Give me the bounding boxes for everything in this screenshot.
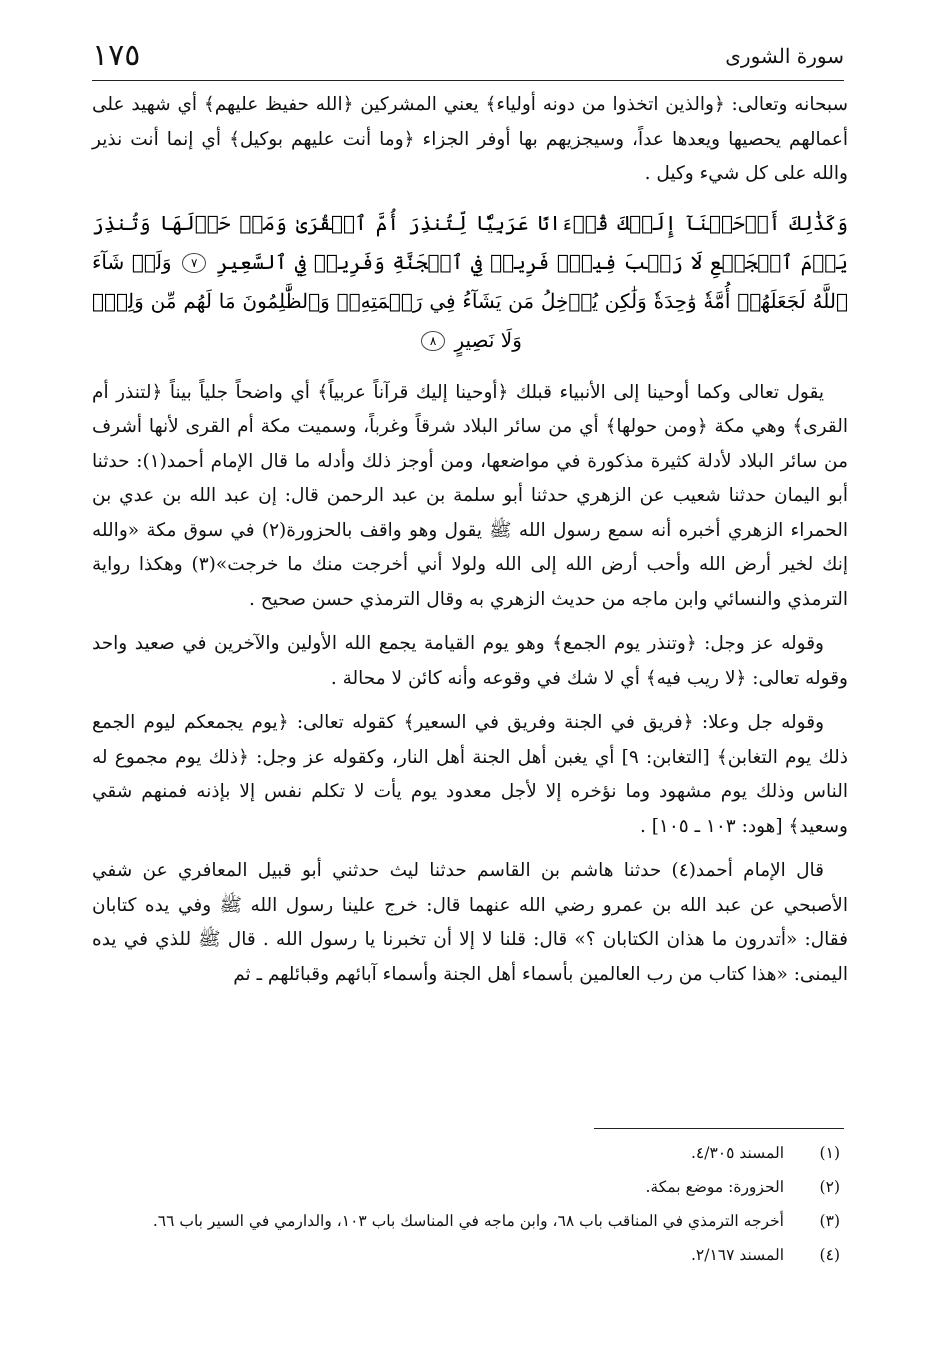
footnote-number: (١) [819,1144,840,1162]
verse-number-7: ٧ [182,253,206,273]
opening-paragraph: سبحانه وتعالى: ﴿والذين اتخذوا من دونه أولياء﴾ يعني المشركين ﴿الله حفيظ عليهم﴾ أي شهيد على أعمالهم يحصيها ويعدها عداً، وسيجزيهم بها أوفر الجزاء ﴿وما أنت عليهم بوكيل﴾ أي إنما أنت نذير والله على كل شيء وكيل . [92,94,848,184]
footnote-text: المسند ٢/١٦٧. [690,1246,784,1264]
surah-title: سورة الشورى [725,44,844,68]
footnote [92,1138,848,1168]
footnote-text: المسند ٤/٣٠٥. [690,1144,784,1162]
footnote [92,1172,848,1202]
tafsir-paragraph: يقول تعالى وكما أوحينا إلى الأنبياء قبلك ﴿أوحينا إليك قرآناً عربياً﴾ أي واضحاً جلياً بيناً ﴿لتنذر أم القرى﴾ وهي مكة ﴿ومن حولها﴾ أي من سائر البلاد شرقاً وغرباً، وسميت مكة أم القرى لأنها أشرف من سائر البلاد لأدلة كثيرة مذكورة في مواضعها، ومن أوجز ذلك وأدله ما قال الإمام أحمد(١): حدثنا أبو اليمان حدثنا شعيب عن الزهري حدثنا أبو سلمة بن عبد الرحمن قال: إن عبد الله بن عدي بن الحمراء الزهري أخبره أنه سمع رسول الله ﷺ يقول وهو واقف بالحزورة(٢) في سوق مكة «والله إنك لخير أرض الله وأحب أرض الله إلى الله ولولا أني أخرجت منك ما خرجت»(٣) وهكذا رواية الترمذي والنسائي وابن ماجه من حديث الزهري به وقال الترمذي حسن صحيح . [92,381,848,610]
page-number: ١٧٥ [92,38,141,73]
tafsir-paragraph: وقوله عز وجل: ﴿وتنذر يوم الجمع﴾ وهو يوم القيامة يجمع الله الأولين والآخرين في صعيد واحد وقوله تعالى: ﴿لا ريب فيه﴾ أي لا شك في وقوعه وأنه كائن لا محالة . [92,633,848,689]
tafsir-paragraph: قال الإمام أحمد(٤) حدثنا هاشم بن القاسم حدثنا ليث حدثني أبو قبيل المعافري عن شفي الأصبحي عن عبد الله بن عمرو رضي الله عنهما قال: خرج علينا رسول الله ﷺ وفي يده كتابان فقال: «أتدرون ما هذان الكتابان ؟» قال: قلنا لا إلا أن تخبرنا يا رسول الله . قال ﷺ للذي في يده اليمنى: «هذا كتاب من رب العالمين بأسماء أهل الجنة وأسماء آبائهم وقبائلهم ـ ثم [92,860,848,985]
main-text [92,88,848,1002]
verse-text-7: وَكَذَٰلِكَ أَوۡحَيۡنَآ إِلَيۡكَ قُرۡءَانًا عَرَبِيّٗا لِّتُنذِرَ أُمَّ ٱلۡقُرَىٰ وَمَنۡ حَوۡلَهَا وَتُنذِرَ يَوۡمَ ٱلۡجَمۡعِ لَا رَيۡبَ فِيهِۚ فَرِيقٞ فِي ٱلۡجَنَّةِ وَفَرِيقٞ فِي ٱلسَّعِيرِ [92,210,849,274]
verse-text-8: وَلَوۡ شَآءَ ٱللَّهُ لَجَعَلَهُمۡ أُمَّةٗ وَٰحِدَةٗ وَلَٰكِن يُدۡخِلُ مَن يَشَآءُ فِي رَحۡمَتِهِۦۚ وَٱلظَّٰلِمُونَ مَا لَهُم مِّن وَلِيّٖ وَلَا نَصِيرٍ [92,249,848,352]
footnote-number: (٣) [819,1212,840,1230]
footnote-number: (٢) [819,1178,840,1196]
footnote-text: أخرجه الترمذي في المناقب باب ٦٨، وابن ماجه في المناسك باب ١٠٣، والدارمي في السير باب ٦٦. [152,1212,784,1230]
verse-number-8: ٨ [421,331,445,351]
footnote [92,1206,848,1236]
footnote [92,1240,848,1270]
footnote-divider [594,1128,844,1129]
tafsir-paragraph: وقوله جل وعلا: ﴿فريق في الجنة وفريق في السعير﴾ كقوله تعالى: ﴿يوم يجمعكم ليوم الجمع ذلك يوم التغابن﴾ [التغابن: ٩] أي يغبن أهل الجنة أهل النار، وكقوله عز وجل: ﴿ذلك يوم مجموع له الناس وذلك يوم مشهود وما نؤخره إلا لأجل معدود يوم يأت لا تكلم نفس إلا بإذنه فمنهم شقي وسعيد﴾ [هود: ١٠٣ ـ ١٠٥] . [92,712,848,837]
page-header [92,34,844,81]
quran-verse-block [92,204,848,360]
footnote-number: (٤) [819,1246,840,1264]
footnote-text: الحزورة: موضع بمكة. [645,1178,784,1196]
footnotes [92,1138,848,1274]
